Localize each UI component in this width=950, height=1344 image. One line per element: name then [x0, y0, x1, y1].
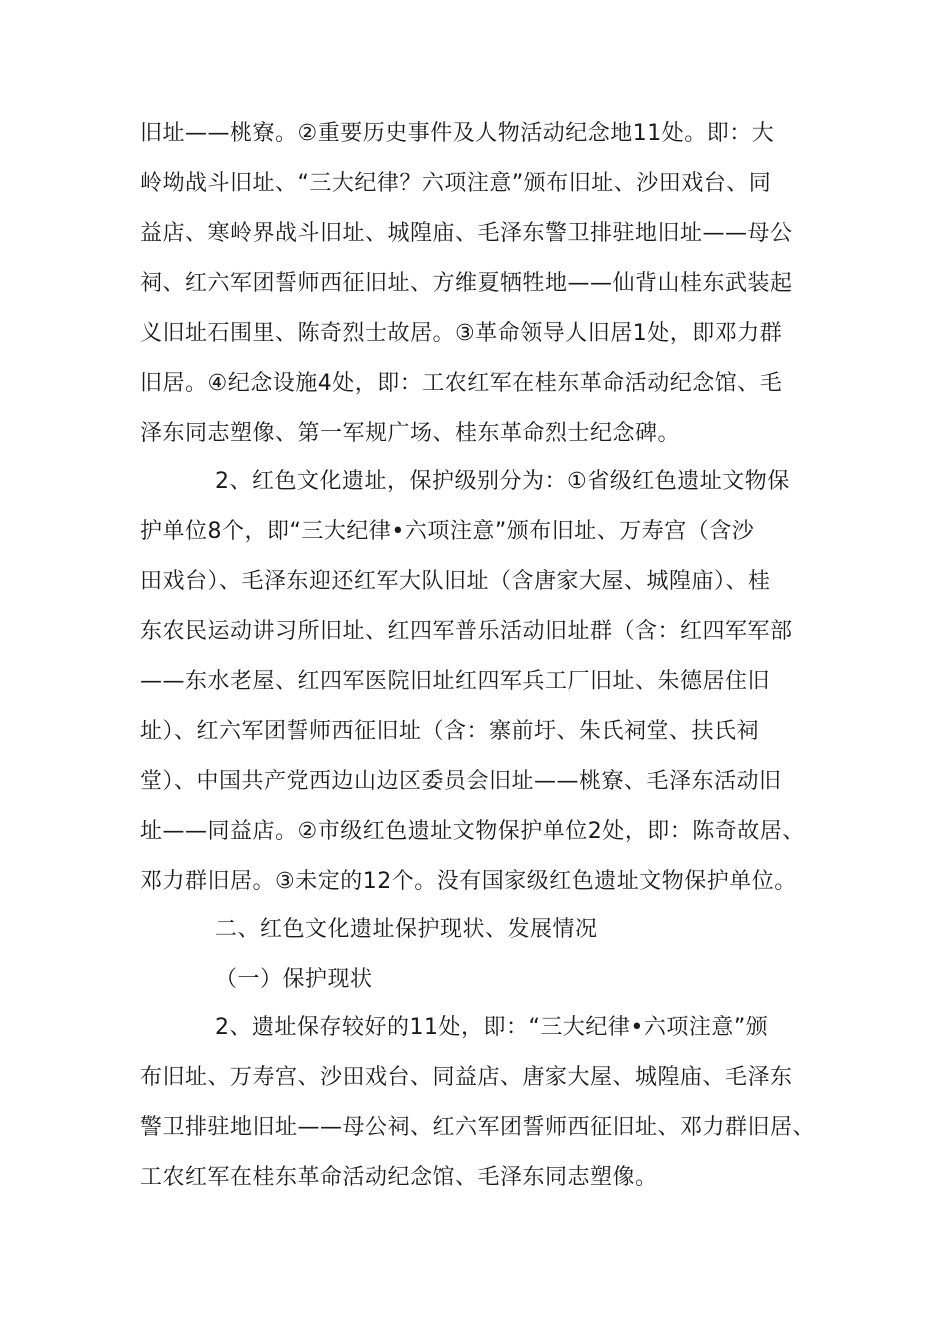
- text-line: 义旧址石围里、陈奇烈士故居。③革命领导人旧居1处，即邓力群: [140, 321, 783, 346]
- text-line: 岭坳战斗旧址、“三大纪律？六项注意”颁布旧址、沙田戏台、同: [140, 171, 772, 196]
- text-line: 东农民运动讲习所旧址、红四军普乐活动旧址群（含：红四军军部: [140, 619, 793, 644]
- text-line: ——东水老屋、红四军医院旧址红四军兵工厂旧址、朱德居住旧: [140, 669, 771, 694]
- subsection-heading: （一）保护现状: [215, 967, 373, 992]
- text-line: 护单位8个，即“三大纪律•六项注意”颁布旧址、万寿宫（含沙: [140, 519, 755, 544]
- section-heading: 二、红色文化遗址保护现状、发展情况: [215, 917, 598, 942]
- paragraph-start-line: 2、遗址保存较好的11处，即：“三大纪律•六项注意”颁: [215, 1015, 769, 1040]
- text-line: 堂）、中国共产党西边山边区委员会旧址——桃寮、毛泽东活动旧: [140, 769, 782, 794]
- text-line: 旧居。④纪念设施4处，即：工农红军在桂东革命活动纪念馆、毛: [140, 371, 783, 396]
- text-line: 邓力群旧居。③未定的12个。没有国家级红色遗址文物保护单位。: [140, 869, 797, 894]
- text-line: 工农红军在桂东革命活动纪念馆、毛泽东同志塑像。: [140, 1165, 658, 1190]
- text-line: 址——同益店。②市级红色遗址文物保护单位2处，即：陈奇故居、: [140, 819, 805, 844]
- text-line: 布旧址、万寿宫、沙田戏台、同益店、唐家大屋、城隍庙、毛泽东: [140, 1065, 793, 1090]
- text-line: 益店、寒岭界战斗旧址、城隍庙、毛泽东警卫排驻地旧址——母公: [140, 221, 793, 246]
- text-line: 警卫排驻地旧址——母公祠、红六军团誓师西征旧址、邓力群旧居、: [140, 1115, 816, 1140]
- text-line: 旧址——桃寮。②重要历史事件及人物活动纪念地11处。即：大: [140, 121, 775, 146]
- paragraph-start-line: 2、红色文化遗址，保护级别分为：①省级红色遗址文物保: [215, 469, 790, 494]
- text-line: 田戏台）、毛泽东迎还红军大队旧址（含唐家大屋、城隍庙）、桂: [140, 569, 771, 594]
- text-line: 址）、红六军团誓师西征旧址（含：寨前圩、朱氏祠堂、扶氏祠: [140, 719, 760, 744]
- text-line: 泽东同志塑像、第一军规广场、桂东革命烈士纪念碑。: [140, 421, 681, 446]
- text-line: 祠、红六军团誓师西征旧址、方维夏牺牲地——仙背山桂东武装起: [140, 271, 793, 296]
